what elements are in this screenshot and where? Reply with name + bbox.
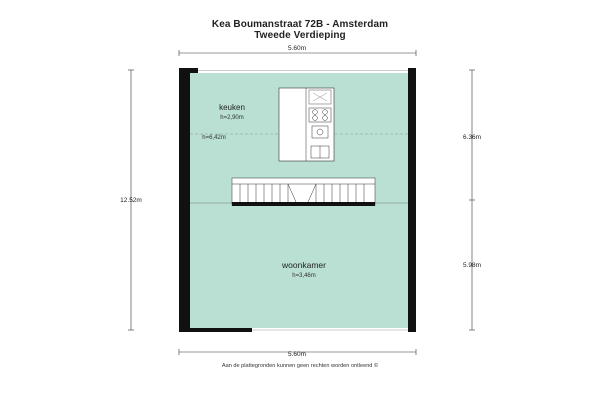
window-top [198,68,408,73]
staircase [232,178,375,206]
floor-subtitle: Tweede Verdieping [254,30,346,41]
kitchen-height: h=2,90m [220,115,244,121]
dimension-right [469,70,475,330]
living-height: h=3,46m [292,273,316,279]
dimension-left-label: 12.52m [120,197,142,204]
living-name: woonkamer [282,260,326,270]
ceiling-height: h=6,42m [202,135,226,141]
kitchen-unit [279,88,334,161]
disclaimer: Aan de plattegronden kunnen geen rechten worden ontleend © [221,363,379,369]
dimension-right-upper-label: 6.36m [462,134,482,141]
kitchen-name: keuken [219,103,245,112]
dimension-right-lower-label: 5.98m [462,262,482,269]
plan-title: Kea Boumanstraat 72B - Amsterdam [211,19,389,30]
window-bottom [252,328,408,332]
dimension-bottom-label: 5.60m [287,351,307,358]
dimension-top-label: 5.60m [287,45,307,52]
